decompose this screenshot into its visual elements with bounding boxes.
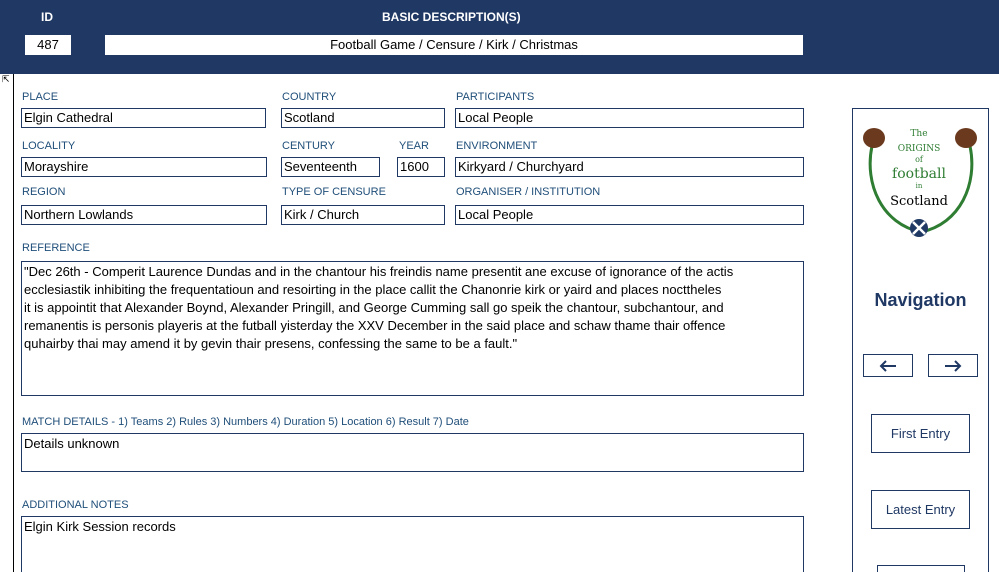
place-label: PLACE bbox=[22, 91, 59, 103]
select-all-corner-icon[interactable]: ⇱ bbox=[2, 74, 10, 84]
participants-field[interactable]: Local People bbox=[455, 108, 804, 128]
logo-text-of: of bbox=[915, 155, 923, 164]
logo-text-scotland: Scotland bbox=[890, 194, 948, 209]
additional-notes-field[interactable] bbox=[21, 516, 804, 572]
reference-field[interactable] bbox=[21, 261, 804, 396]
censure-type-label: TYPE OF CENSURE bbox=[282, 186, 386, 198]
match-details-label: MATCH DETAILS - 1) Teams 2) Rules 3) Numbers 4) Duration 5) Location 6) Result 7) Date bbox=[22, 416, 469, 428]
description-label: BASIC DESCRIPTION(S) bbox=[382, 10, 521, 24]
reference-line: "Dec 26th - Comperit Laurence Dundas and in the chantour his freindis name presentit ane excuse of ignorance of the actis bbox=[24, 264, 734, 279]
first-entry-button[interactable]: First Entry bbox=[871, 414, 970, 453]
clipped-label-1 bbox=[22, 70, 72, 76]
reference-label: REFERENCE bbox=[22, 242, 90, 254]
reference-line: quhairby thai may amend it by gevin thair presens, confessing the same to be a fault." bbox=[24, 336, 518, 351]
year-field[interactable]: 1600 bbox=[397, 157, 445, 177]
region-label: REGION bbox=[22, 186, 66, 198]
header-bar bbox=[0, 0, 999, 74]
next-entry-button[interactable] bbox=[928, 354, 978, 377]
latest-entry-button[interactable]: Latest Entry bbox=[871, 490, 970, 529]
id-label: ID bbox=[41, 10, 53, 24]
organiser-label: ORGANISER / INSTITUTION bbox=[456, 186, 601, 198]
description-field[interactable]: Football Game / Censure / Kirk / Christmas bbox=[105, 35, 803, 55]
origins-of-football-logo bbox=[862, 124, 980, 242]
country-field[interactable]: Scotland bbox=[281, 108, 445, 128]
reference-line: remanentis is personis playeris at the futball yisterday the XXV December in the said place and schaw thame thair offence bbox=[24, 318, 726, 333]
previous-entry-button[interactable] bbox=[863, 354, 913, 377]
year-label: YEAR bbox=[399, 140, 429, 152]
additional-notes-value: Elgin Kirk Session records bbox=[24, 519, 176, 534]
match-details-field[interactable] bbox=[21, 433, 804, 472]
region-field[interactable]: Northern Lowlands bbox=[21, 205, 267, 225]
sheet-left-border bbox=[13, 74, 14, 572]
logo-text-the: The bbox=[910, 129, 928, 139]
censure-type-field[interactable]: Kirk / Church bbox=[281, 205, 445, 225]
logo-text-origins: ORIGINS bbox=[897, 144, 941, 154]
participants-label: PARTICIPANTS bbox=[456, 91, 535, 103]
century-label: CENTURY bbox=[282, 140, 335, 152]
id-field[interactable]: 487 bbox=[25, 35, 71, 55]
arrow-right-icon bbox=[944, 360, 962, 372]
locality-field[interactable]: Morayshire bbox=[21, 157, 267, 177]
logo-text-in: in bbox=[915, 182, 923, 190]
additional-notes-label: ADDITIONAL NOTES bbox=[22, 499, 129, 511]
locality-label: LOCALITY bbox=[22, 140, 76, 152]
environment-field[interactable]: Kirkyard / Churchyard bbox=[455, 157, 804, 177]
reference-line: it is appointit that Alexander Boynd, Alexander Pringill, and George Cumming sall go speik the chantour, subchantour, and bbox=[24, 300, 724, 315]
place-field[interactable]: Elgin Cathedral bbox=[21, 108, 266, 128]
reference-line: ecclesiastik inhibiting the frequentatioun and resoirting in the place callit the Chanonrie kirk or yaird and places nocttheles bbox=[24, 282, 722, 297]
match-details-value: Details unknown bbox=[24, 436, 120, 451]
next-panel-button[interactable] bbox=[877, 565, 965, 572]
environment-label: ENVIRONMENT bbox=[456, 140, 538, 152]
century-field[interactable]: Seventeenth bbox=[281, 157, 380, 177]
organiser-field[interactable]: Local People bbox=[455, 205, 804, 225]
navigation-title: Navigation bbox=[874, 290, 967, 310]
country-label: COUNTRY bbox=[282, 91, 337, 103]
logo-text-football: football bbox=[892, 166, 946, 182]
arrow-left-icon bbox=[879, 360, 897, 372]
